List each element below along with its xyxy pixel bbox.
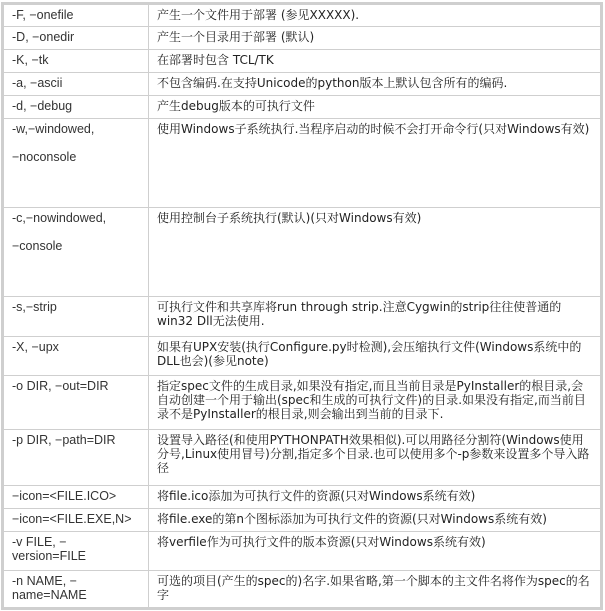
description-cell: 设置导入路径(和使用PYTHONPATH效果相似).可以用路径分割符(Windows使用分号,Linux使用冒号)分割,指定多个目录.也可以使用多个-p参数来设置多个导入路径 bbox=[149, 430, 602, 486]
option-cell bbox=[3, 430, 149, 486]
table-row bbox=[3, 96, 602, 119]
description-cell: 可选的项目(产生的spec的)名字.如果省略,第一个脚本的主文件名将作为spec的名字 bbox=[149, 571, 602, 609]
table-row bbox=[3, 119, 602, 208]
table-row bbox=[3, 430, 602, 486]
option-cell bbox=[3, 119, 149, 208]
option-flag: -n NAME, − bbox=[12, 574, 77, 588]
option-cell bbox=[3, 50, 149, 73]
option-flag: -F, −onefile bbox=[12, 8, 74, 22]
option-cell bbox=[3, 509, 149, 532]
options-table-body bbox=[3, 4, 602, 609]
option-flag: −noconsole bbox=[12, 150, 77, 164]
option-flag: −icon=<FILE.EXE,N> bbox=[12, 512, 132, 526]
option-flag: -v FILE, − bbox=[12, 535, 67, 549]
option-flag: -X, −upx bbox=[12, 340, 59, 354]
option-flag: -K, −tk bbox=[12, 53, 49, 67]
table-row bbox=[3, 50, 602, 73]
option-flag: -D, −onedir bbox=[12, 30, 75, 44]
description-cell: 使用控制台子系统执行(默认)(只对Windows有效) bbox=[149, 208, 602, 297]
spacer bbox=[12, 225, 140, 239]
option-flag: -a, −ascii bbox=[12, 76, 63, 90]
option-flag: −console bbox=[12, 239, 63, 253]
description-cell: 在部署时包含 TCL/TK bbox=[149, 50, 602, 73]
option-flag: -p DIR, −path=DIR bbox=[12, 433, 116, 447]
table-row bbox=[3, 376, 602, 430]
option-flag: -c,−nowindowed, bbox=[12, 211, 107, 225]
option-cell bbox=[3, 337, 149, 376]
option-cell bbox=[3, 297, 149, 337]
description-cell: 产生一个目录用于部署 (默认) bbox=[149, 27, 602, 50]
option-cell bbox=[3, 96, 149, 119]
table-row bbox=[3, 73, 602, 96]
option-cell bbox=[3, 376, 149, 430]
description-cell: 将verfile作为可执行文件的版本资源(只对Windows系统有效) bbox=[149, 532, 602, 571]
option-cell bbox=[3, 571, 149, 609]
table-row bbox=[3, 4, 602, 27]
table-row bbox=[3, 208, 602, 297]
table-row bbox=[3, 337, 602, 376]
description-cell: 可执行文件和共享库将run through strip.注意Cygwin的strip往往使普通的win32 Dll无法使用. bbox=[149, 297, 602, 337]
table-row bbox=[3, 486, 602, 509]
table-row bbox=[3, 27, 602, 50]
table-row bbox=[3, 532, 602, 571]
description-cell: 将file.ico添加为可执行文件的资源(只对Windows系统有效) bbox=[149, 486, 602, 509]
pyinstaller-options-table bbox=[1, 2, 603, 610]
option-flag: version=FILE bbox=[12, 549, 86, 563]
option-flag: name=NAME bbox=[12, 588, 87, 602]
description-cell: 产生debug版本的可执行文件 bbox=[149, 96, 602, 119]
option-cell bbox=[3, 73, 149, 96]
description-cell: 指定spec文件的生成目录,如果没有指定,而且当前目录是PyInstaller的根目录,会自动创建一个用于输出(spec和生成的可执行文件)的目录.如果没有指定,而当前目录不是PyInstaller的根目录,则会输出到当前的目录下. bbox=[149, 376, 602, 430]
table-row bbox=[3, 571, 602, 609]
table-row bbox=[3, 297, 602, 337]
option-flag: −icon=<FILE.ICO> bbox=[12, 489, 117, 503]
option-flag: -s,−strip bbox=[12, 300, 57, 314]
option-cell bbox=[3, 4, 149, 27]
option-cell bbox=[3, 27, 149, 50]
option-cell bbox=[3, 208, 149, 297]
description-cell: 产生一个文件用于部署 (参见XXXXX). bbox=[149, 4, 602, 27]
description-cell: 不包含编码.在支持Unicode的python版本上默认包含所有的编码. bbox=[149, 73, 602, 96]
option-flag: -w,−windowed, bbox=[12, 122, 95, 136]
option-flag: -o DIR, −out=DIR bbox=[12, 379, 109, 393]
table-row bbox=[3, 509, 602, 532]
spacer bbox=[12, 136, 140, 150]
option-cell bbox=[3, 532, 149, 571]
description-cell: 将file.exe的第n个图标添加为可执行文件的资源(只对Windows系统有效) bbox=[149, 509, 602, 532]
option-flag: -d, −debug bbox=[12, 99, 73, 113]
description-cell: 如果有UPX安装(执行Configure.py时检测),会压缩执行文件(Windows系统中的DLL也会)(参见note) bbox=[149, 337, 602, 376]
option-cell bbox=[3, 486, 149, 509]
description-cell: 使用Windows子系统执行.当程序启动的时候不会打开命令行(只对Windows有效) bbox=[149, 119, 602, 208]
